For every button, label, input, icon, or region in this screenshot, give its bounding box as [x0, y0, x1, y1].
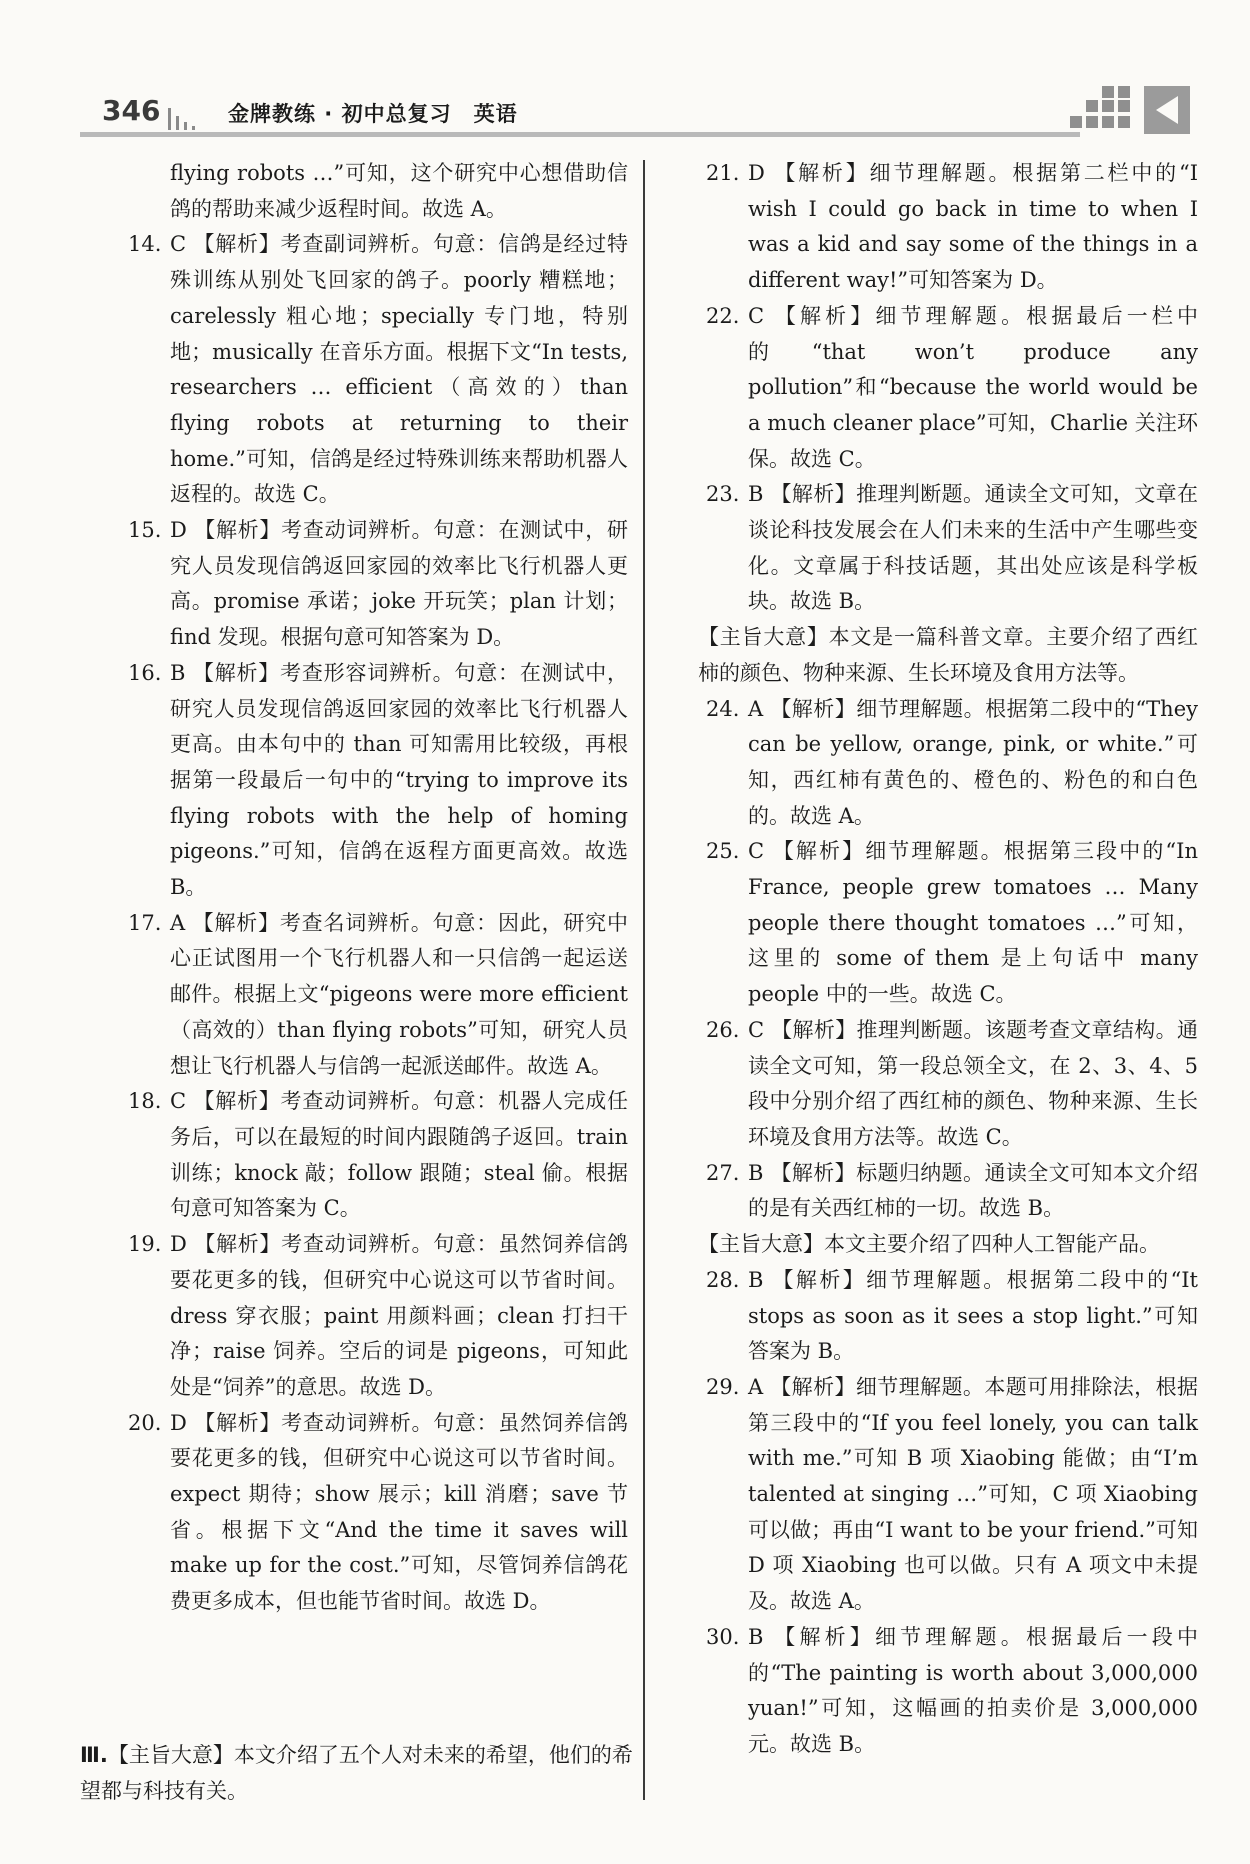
answer-number: 21. — [706, 161, 740, 185]
section-three-summary — [80, 1738, 640, 1809]
header-decoration-icon — [1070, 86, 1190, 138]
answer-item — [128, 656, 628, 906]
answer-item — [706, 477, 1198, 620]
summary-text: 【主旨大意】本文主要介绍了四种人工智能产品。 — [698, 1232, 1160, 1257]
answer-explanation: B 【解析】推理判断题。通读全文可知，文章在谈论科技发展会在人们未来的生活中产生哪些变化。文章属于科技话题，其出处应该是科学板块。故选 B。 — [748, 482, 1198, 614]
answer-number: 17. — [128, 910, 162, 935]
answer-number: 16. — [128, 660, 162, 685]
answer-number: 25. — [706, 839, 740, 864]
answer-item — [706, 156, 1198, 299]
answer-explanation: B 【解析】细节理解题。根据第二段中的“It stops as soon as it sees a stop light.”可知答案为 B。 — [748, 1267, 1198, 1364]
continued-paragraph — [128, 156, 628, 227]
right-column — [698, 156, 1198, 1763]
left-column — [128, 156, 628, 1620]
answer-number: 28. — [706, 1267, 740, 1292]
answer-item — [128, 1084, 628, 1227]
answer-number: 26. — [706, 1017, 740, 1042]
answer-number: 29. — [706, 1374, 740, 1399]
book-title: 金牌教练 · 初中总复习 英语 — [228, 102, 518, 126]
answer-item — [128, 1227, 628, 1406]
answer-number: 24. — [706, 696, 740, 721]
answer-explanation: C 【解析】推理判断题。该题考查文章结构。通读全文可知，第一段总领全文，在 2、3、4、5 段中分别介绍了西红柿的颜色、物种来源、生长环境及食用方法等。故选 C。 — [748, 1017, 1198, 1149]
answer-explanation: B 【解析】标题归纳题。通读全文可知本文介绍的是有关西红柿的一切。故选 B。 — [748, 1160, 1198, 1221]
answer-item — [128, 227, 628, 513]
answer-item — [706, 1620, 1198, 1763]
summary-text: 【主旨大意】本文是一篇科普文章。主要介绍了西红柿的颜色、物种来源、生长环境及食用方法等。 — [698, 625, 1198, 685]
passage-summary — [698, 1227, 1198, 1263]
answer-explanation: A 【解析】考查名词辨析。句意：因此，研究中心正试图用一个飞行机器人和一只信鸽一起运送邮件。根据上文“pigeons were more efficient（高效的）than flying robots”可知，研究人员想让飞行机器人与信鸽一起派送邮件。故选 A。 — [170, 910, 628, 1078]
answer-explanation: B 【解析】考查形容词辨析。句意：在测试中，研究人员发现信鸽返回家园的效率比飞行机器人更高。由本句中的 than 可知需用比较级，再根据第一段最后一句中的“trying to improve its flying robots with the help of homing pigeons.”可知，信鸽在返程方面更高效。故选 B。 — [170, 660, 628, 900]
answer-explanation: A 【解析】细节理解题。根据第二段中的“They can be yellow, orange, pink, or white.”可知，西红柿有黄色的、橙色的、粉色的和白色的。故选 A。 — [748, 696, 1198, 828]
answer-item — [128, 513, 628, 656]
answer-item — [706, 299, 1198, 478]
answer-explanation: B 【解析】细节理解题。根据最后一段中的“The painting is worth about 3,000,000 yuan!”可知，这幅画的拍卖价是 3,000,000 元。故选 B。 — [748, 1624, 1198, 1756]
continued-text: flying robots …”可知，这个研究中心想借助信鸽的帮助来减少返程时间。故选 A。 — [170, 161, 628, 221]
answer-explanation: D 【解析】细节理解题。根据第二栏中的“I wish I could go back in time to when I was a kid and say some of the things in a different way!”可知答案为 D。 — [748, 161, 1198, 293]
answer-explanation: C 【解析】细节理解题。根据最后一栏中的“that won’t produce any pollution”和“because the world would be a much cleaner place”可知，Charlie 关注环保。故选 C。 — [748, 303, 1198, 471]
answer-item — [706, 1156, 1198, 1227]
answer-number: 18. — [128, 1089, 162, 1114]
roman-summary-text: 【主旨大意】本文介绍了五个人对未来的希望，他们的希望都与科技有关。 — [80, 1743, 633, 1803]
answer-item — [128, 906, 628, 1085]
header-rule — [80, 132, 1080, 137]
column-divider — [643, 160, 645, 1800]
page-header — [80, 86, 1190, 142]
answer-explanation: D 【解析】考查动词辨析。句意：虽然饲养信鸽要花更多的钱，但研究中心说这可以节省时间。expect 期待；show 展示；kill 消磨；save 节省。根据下文“And the time it saves will make up for the cost.”可知，尽管饲养信鸽花费更多成本，但也能节省时间。故选 D。 — [170, 1410, 628, 1614]
answer-explanation: D 【解析】考查动词辨析。句意：虽然饲养信鸽要花更多的钱，但研究中心说这可以节省时间。dress 穿衣服；paint 用颜料画；clean 打扫干净；raise 饲养。空后的词是 pigeons，可知此处是“饲养”的意思。故选 D。 — [170, 1232, 628, 1399]
passage-summary — [698, 620, 1198, 691]
answer-explanation: D 【解析】考查动词辨析。句意：在测试中，研究人员发现信鸽返回家园的效率比飞行机器人更高。promise 承诺；joke 开玩笑；plan 计划；find 发现。根据句意可知答案为 D。 — [170, 518, 628, 650]
answer-number: 14. — [128, 232, 162, 257]
answer-number: 15. — [128, 518, 162, 543]
answer-item — [706, 1263, 1198, 1370]
answer-item — [706, 692, 1198, 835]
answer-number: 19. — [128, 1232, 162, 1257]
answer-number: 20. — [128, 1410, 162, 1435]
roman-label: Ⅲ. — [80, 1743, 108, 1767]
answer-item — [706, 834, 1198, 1013]
answer-item — [706, 1370, 1198, 1620]
answer-number: 27. — [706, 1160, 740, 1185]
page-number: 346 — [102, 94, 161, 127]
answer-explanation: C 【解析】考查副词辨析。句意：信鸽是经过特殊训练从别处飞回家的鸽子。poorly 糟糕地；carelessly 粗心地；specially 专门地，特别地；musically 在音乐方面。根据下文“In tests, researchers … efficient（高效的）than flying robots at returning to their home.”可知，信鸽是经过特殊训练来帮助机器人返程的。故选 C。 — [170, 232, 628, 507]
answer-item — [128, 1406, 628, 1620]
answer-explanation: A 【解析】细节理解题。本题可用排除法，根据第三段中的“If you feel lonely, you can talk with me.”可知 B 项 Xiaobing 能做；由“I’m talented at singing …”可知，C 项 Xiaobing 可以做；再由“I want to be your friend.”可知 D 项 Xiaobing 也可以做。只有 A 项文中未提及。故选 A。 — [748, 1374, 1198, 1614]
answer-number: 23. — [706, 482, 740, 507]
answer-number: 22. — [706, 303, 740, 328]
answer-item — [706, 1013, 1198, 1156]
answer-explanation: C 【解析】细节理解题。根据第三段中的“In France, people grew tomatoes … Many people there thought tomatoes …”可知，这里的 some of them 是上句话中 many people 中的一些。故选 C。 — [748, 839, 1198, 1007]
answer-number: 30. — [706, 1624, 740, 1649]
answer-explanation: C 【解析】考查动词辨析。句意：机器人完成任务后，可以在最短的时间内跟随鸽子返回。train 训练；knock 敲；follow 跟随；steal 偷。根据句意可知答案为 C。 — [170, 1089, 628, 1221]
